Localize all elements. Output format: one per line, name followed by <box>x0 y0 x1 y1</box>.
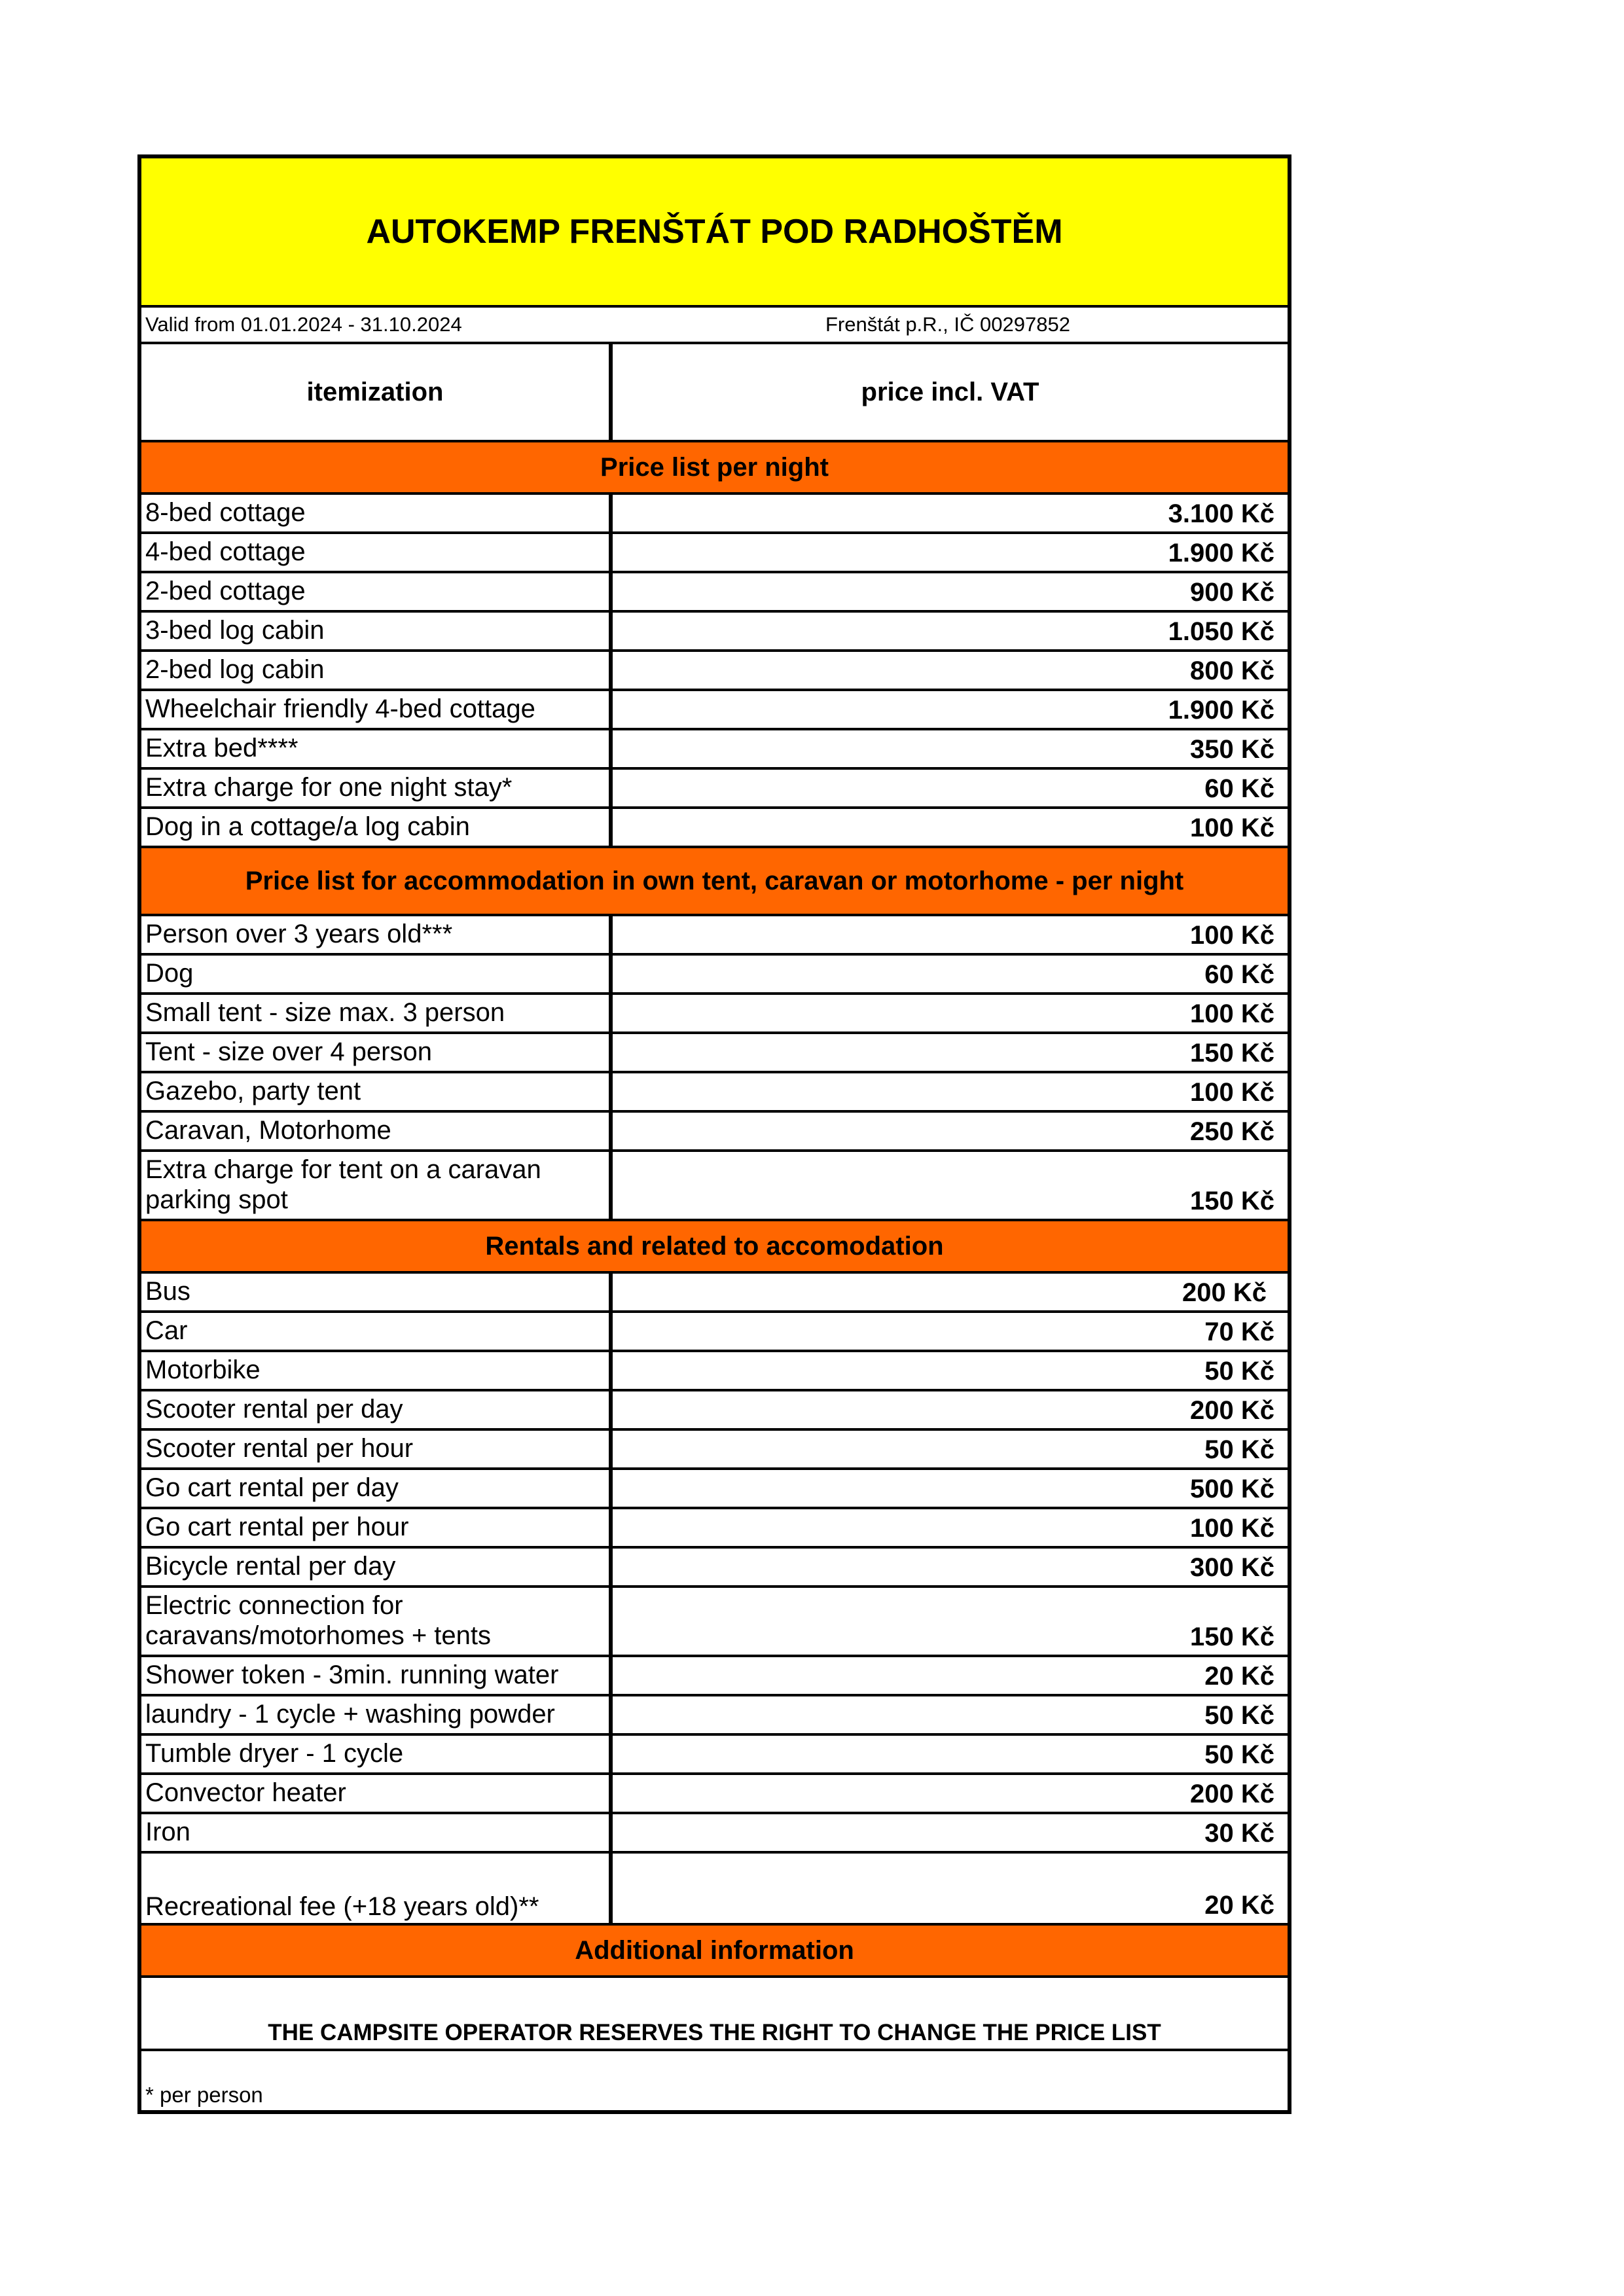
item-price: 70 Kč <box>1204 1318 1274 1346</box>
item-price: 60 Kč <box>1204 960 1274 989</box>
item-price: 1.900 Kč <box>1168 539 1274 567</box>
item-label: Person over 3 years old*** <box>141 916 613 953</box>
item-price: 50 Kč <box>1204 1357 1274 1386</box>
company-id: Frenštát p.R., IČ 00297852 <box>825 313 1070 336</box>
footnote-text: * per person <box>145 2083 263 2107</box>
item-label: Scooter rental per hour <box>141 1431 613 1467</box>
item-label: 2-bed log cabin <box>141 652 613 689</box>
item-price: 300 Kč <box>1190 1553 1274 1582</box>
item-label: Bicycle rental per day <box>141 1549 613 1585</box>
table-row <box>141 1431 1288 1470</box>
item-price: 500 Kč <box>1190 1475 1274 1503</box>
table-row <box>141 691 1288 730</box>
table-row <box>141 1696 1288 1736</box>
item-label: Car <box>141 1313 613 1350</box>
item-price: 200 Kč <box>1190 1780 1274 1808</box>
table-row <box>141 916 1288 956</box>
operator-note-text: THE CAMPSITE OPERATOR RESERVES THE RIGHT TO CHANGE THE PRICE LIST <box>268 2020 1161 2045</box>
item-label: Gazebo, party tent <box>141 1073 613 1110</box>
item-label: Go cart rental per hour <box>141 1509 613 1546</box>
section-title: Price list per night <box>600 452 829 482</box>
table-row <box>141 1854 1288 1926</box>
item-price: 1.900 Kč <box>1168 696 1274 725</box>
item-price: 100 Kč <box>1190 1078 1274 1107</box>
section-header-additional <box>141 1926 1288 1978</box>
table-row <box>141 1814 1288 1854</box>
table-row <box>141 1470 1288 1509</box>
item-label: Recreational fee (+18 years old)** <box>141 1854 613 1923</box>
item-label: Electric connection for caravans/motorhomes + tents <box>141 1588 613 1655</box>
item-label: Extra bed**** <box>141 730 613 767</box>
item-price: 100 Kč <box>1190 814 1274 842</box>
table-row <box>141 1073 1288 1113</box>
item-price: 3.100 Kč <box>1168 499 1274 528</box>
valid-dates: Valid from 01.01.2024 - 31.10.2024 <box>145 313 462 336</box>
table-row <box>141 1152 1288 1221</box>
table-row <box>141 1736 1288 1775</box>
table-row <box>141 1391 1288 1431</box>
item-price: 800 Kč <box>1190 656 1274 685</box>
item-label: Convector heater <box>141 1775 613 1812</box>
item-price: 100 Kč <box>1190 1514 1274 1543</box>
item-price: 150 Kč <box>1190 1039 1274 1067</box>
item-label: Scooter rental per day <box>141 1391 613 1428</box>
page-title: AUTOKEMP FRENŠTÁT POD RADHOŠTĚM <box>366 213 1063 251</box>
item-label: laundry - 1 cycle + washing powder <box>141 1696 613 1733</box>
item-price: 150 Kč <box>1190 1623 1274 1651</box>
item-label: Extra charge for one night stay* <box>141 770 613 806</box>
item-label: 4-bed cottage <box>141 534 613 571</box>
table-row <box>141 652 1288 691</box>
item-price: 50 Kč <box>1204 1435 1274 1464</box>
item-price: 20 Kč <box>1204 1662 1274 1691</box>
item-label: Extra charge for tent on a caravan parking spot <box>141 1152 613 1219</box>
validity-row <box>141 308 1288 344</box>
table-row <box>141 495 1288 534</box>
table-row <box>141 573 1288 613</box>
item-label: Dog in a cottage/a log cabin <box>141 809 613 846</box>
section-title: Rentals and related to accomodation <box>485 1231 944 1261</box>
item-label: 3-bed log cabin <box>141 613 613 649</box>
table-row <box>141 1034 1288 1073</box>
section-header-rentals <box>141 1221 1288 1274</box>
table-row <box>141 1352 1288 1391</box>
item-label: Small tent - size max. 3 person <box>141 995 613 1031</box>
table-row <box>141 1113 1288 1152</box>
item-label: 2-bed cottage <box>141 573 613 610</box>
item-label: Caravan, Motorhome <box>141 1113 613 1149</box>
table-row <box>141 1509 1288 1549</box>
column-header-price: price incl. VAT <box>861 377 1039 406</box>
item-label: Bus <box>141 1274 613 1310</box>
table-row <box>141 956 1288 995</box>
item-price: 150 Kč <box>1190 1187 1274 1215</box>
item-label: Tent - size over 4 person <box>141 1034 613 1071</box>
item-price: 50 Kč <box>1204 1740 1274 1769</box>
item-price: 1.050 Kč <box>1168 617 1274 646</box>
item-price: 350 Kč <box>1190 735 1274 764</box>
table-row <box>141 809 1288 848</box>
item-price: 60 Kč <box>1204 774 1274 803</box>
item-price: 30 Kč <box>1204 1819 1274 1848</box>
item-price: 100 Kč <box>1190 999 1274 1028</box>
table-row <box>141 1313 1288 1352</box>
item-label: Wheelchair friendly 4-bed cottage <box>141 691 613 728</box>
column-header-row <box>141 344 1288 442</box>
table-row <box>141 1775 1288 1814</box>
item-price: 100 Kč <box>1190 921 1274 950</box>
table-row <box>141 770 1288 809</box>
footnote-row <box>141 2051 1288 2110</box>
item-label: Motorbike <box>141 1352 613 1389</box>
section-header-per-night <box>141 442 1288 495</box>
item-label: Tumble dryer - 1 cycle <box>141 1736 613 1772</box>
table-row <box>141 730 1288 770</box>
operator-note <box>141 1978 1288 2051</box>
item-label: 8-bed cottage <box>141 495 613 531</box>
item-label: Iron <box>141 1814 613 1851</box>
item-price: 200 Kč <box>1182 1278 1267 1307</box>
table-row <box>141 1549 1288 1588</box>
table-row <box>141 995 1288 1034</box>
item-label: Dog <box>141 956 613 992</box>
table-row <box>141 534 1288 573</box>
item-label: Go cart rental per day <box>141 1470 613 1507</box>
item-price: 250 Kč <box>1190 1117 1274 1146</box>
title-banner <box>141 158 1288 308</box>
item-price: 20 Kč <box>1204 1891 1274 1920</box>
item-price: 200 Kč <box>1190 1396 1274 1425</box>
column-header-item: itemization <box>141 344 613 440</box>
item-price: 900 Kč <box>1190 578 1274 607</box>
section-header-own-tent <box>141 848 1288 916</box>
table-row <box>141 1657 1288 1696</box>
section-title: Additional information <box>575 1935 854 1965</box>
item-label: Shower token - 3min. running water <box>141 1657 613 1694</box>
section-title: Price list for accommodation in own tent, caravan or motorhome - per night <box>245 866 1184 895</box>
price-list-table <box>137 154 1291 2114</box>
item-price: 50 Kč <box>1204 1701 1274 1730</box>
table-row <box>141 613 1288 652</box>
table-row <box>141 1588 1288 1657</box>
table-row <box>141 1274 1288 1313</box>
